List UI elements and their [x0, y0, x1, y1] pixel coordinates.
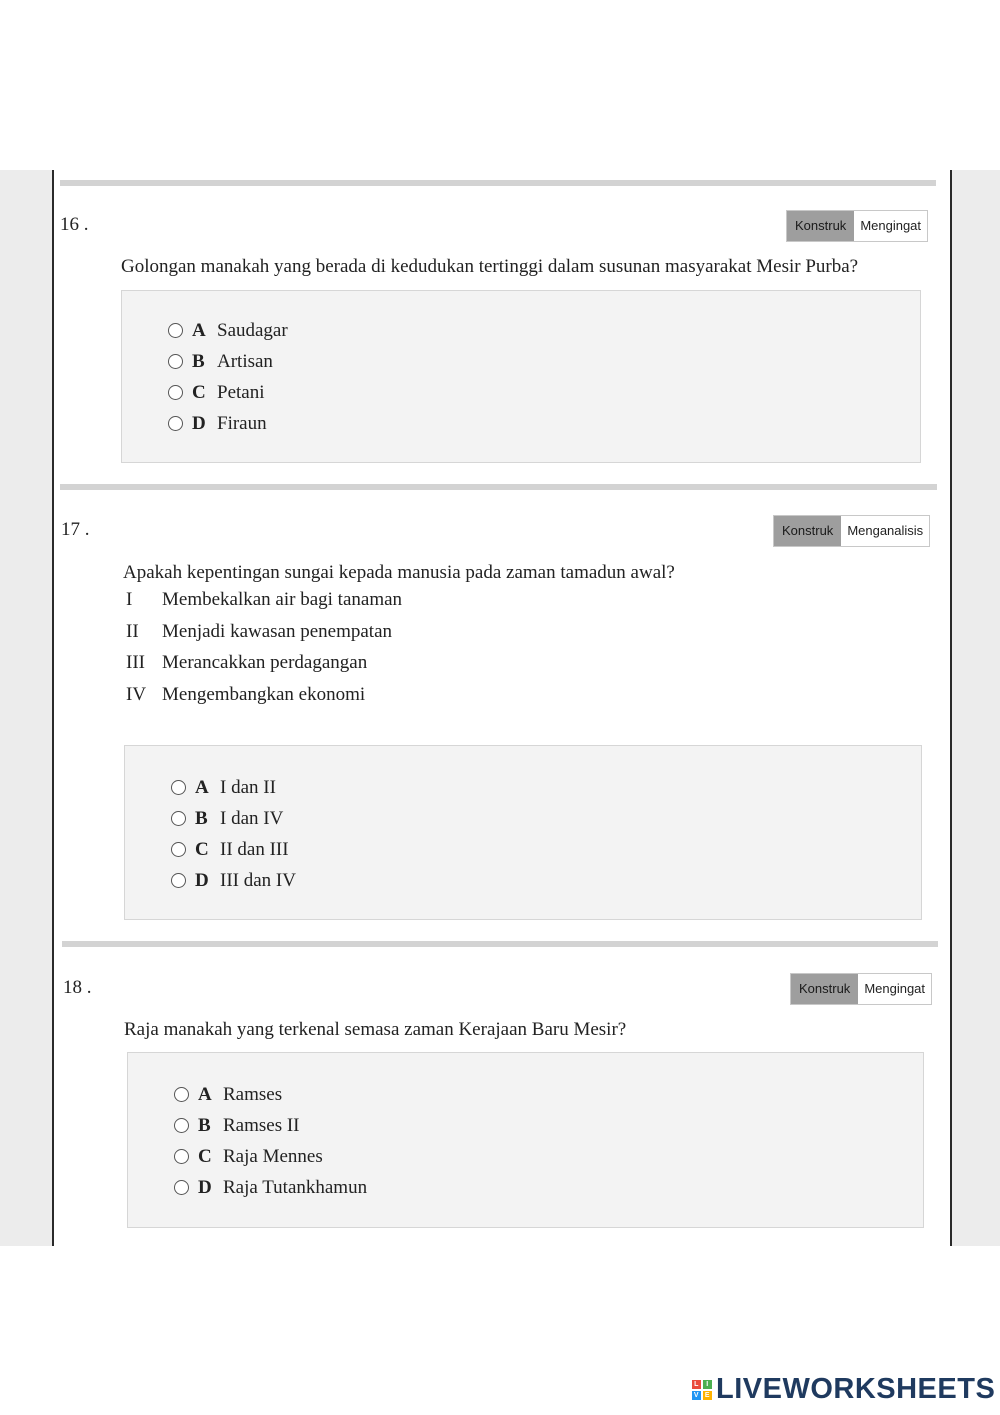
option-letter: B	[198, 1114, 211, 1136]
answer-option[interactable]	[168, 377, 288, 408]
question-text: Raja manakah yang terkenal semasa zaman Kerajaan Baru Mesir?	[124, 1019, 627, 1040]
option-text: Ramses	[223, 1083, 283, 1105]
option-text: Petani	[217, 381, 265, 403]
brand-name: LIVEWORKSHEETS	[716, 1373, 996, 1405]
statement-text: Membekalkan air bagi tanaman	[162, 589, 403, 610]
answer-option[interactable]	[171, 834, 296, 865]
option-text: Artisan	[217, 350, 273, 372]
radio-button[interactable]	[168, 354, 183, 369]
option-letter: A	[198, 1083, 212, 1105]
question-text: Golongan manakah yang berada di kedudukan tertinggi dalam susunan masyarakat Mesir Purba?	[121, 256, 859, 277]
question-number: 17 .	[61, 519, 90, 540]
answer-option[interactable]	[171, 865, 296, 896]
option-text: I dan IV	[220, 807, 284, 829]
option-text: Saudagar	[217, 319, 288, 341]
construct-label: Konstruk	[774, 516, 841, 546]
construct-level: Mengingat	[854, 211, 927, 241]
radio-button[interactable]	[168, 385, 183, 400]
logo-tile: L	[692, 1380, 701, 1389]
answer-options-box	[127, 1052, 924, 1228]
answer-option[interactable]	[171, 772, 296, 803]
option-letter: A	[195, 776, 209, 798]
option-letter: B	[195, 807, 208, 829]
radio-button[interactable]	[171, 842, 186, 857]
logo-tile: E	[704, 1391, 711, 1399]
option-letter: C	[195, 838, 209, 860]
question-tag	[790, 973, 932, 1005]
answer-option[interactable]	[174, 1172, 367, 1203]
statement-item	[126, 621, 402, 653]
statement-list	[126, 589, 402, 715]
question-divider	[60, 180, 936, 186]
option-letter: D	[192, 412, 206, 434]
option-text: Raja Mennes	[223, 1145, 323, 1167]
statement-text: Mengembangkan ekonomi	[162, 683, 366, 705]
option-letter: A	[192, 319, 206, 341]
radio-button[interactable]	[171, 811, 186, 826]
option-text: III dan IV	[220, 869, 296, 891]
construct-label: Konstruk	[791, 974, 858, 1004]
radio-button[interactable]	[168, 416, 183, 431]
question-number: 16 .	[60, 214, 89, 235]
option-text: Firaun	[217, 412, 267, 434]
answer-option[interactable]	[171, 803, 296, 834]
question-divider	[62, 941, 938, 947]
option-text: I dan II	[220, 776, 276, 798]
construct-label: Konstruk	[787, 211, 854, 241]
option-letter: D	[198, 1176, 212, 1198]
statement-text: Merancakkan perdagangan	[162, 652, 368, 673]
statement-item	[126, 589, 402, 621]
radio-button[interactable]	[174, 1118, 189, 1133]
question-number: 18 .	[63, 977, 92, 998]
statement-numeral: I	[126, 589, 133, 610]
option-text: Ramses II	[223, 1114, 300, 1136]
option-text: Raja Tutankhamun	[223, 1176, 368, 1198]
logo-tile: I	[703, 1380, 712, 1389]
radio-button[interactable]	[174, 1180, 189, 1195]
answer-options-box	[124, 745, 922, 920]
answer-option[interactable]	[174, 1079, 367, 1110]
answer-option[interactable]	[174, 1110, 367, 1141]
answer-options-box	[121, 290, 921, 463]
statement-numeral: III	[126, 652, 145, 673]
radio-button[interactable]	[171, 780, 186, 795]
question-divider	[60, 484, 937, 490]
logo-icon	[692, 1380, 712, 1400]
statement-numeral: II	[126, 620, 139, 642]
option-letter: D	[195, 869, 209, 891]
radio-button[interactable]	[174, 1087, 189, 1102]
option-letter: C	[192, 381, 206, 403]
liveworksheets-logo	[692, 1373, 995, 1406]
question-tag	[773, 515, 930, 547]
option-letter: B	[192, 350, 205, 372]
statement-item	[126, 652, 402, 684]
construct-level: Mengingat	[858, 974, 931, 1004]
option-letter: C	[198, 1145, 212, 1167]
option-text: II dan III	[220, 838, 289, 860]
answer-option[interactable]	[168, 315, 288, 346]
radio-button[interactable]	[168, 323, 183, 338]
radio-button[interactable]	[174, 1149, 189, 1164]
statement-numeral: IV	[126, 683, 147, 705]
question-text: Apakah kepentingan sungai kepada manusia pada zaman tamadun awal?	[123, 562, 675, 583]
answer-option[interactable]	[174, 1141, 367, 1172]
construct-level: Menganalisis	[841, 516, 929, 546]
answer-option[interactable]	[168, 346, 288, 377]
answer-option[interactable]	[168, 408, 288, 439]
question-tag	[786, 210, 928, 242]
statement-item	[126, 684, 402, 716]
statement-text: Menjadi kawasan penempatan	[162, 620, 393, 642]
logo-tile: V	[693, 1391, 700, 1399]
radio-button[interactable]	[171, 873, 186, 888]
